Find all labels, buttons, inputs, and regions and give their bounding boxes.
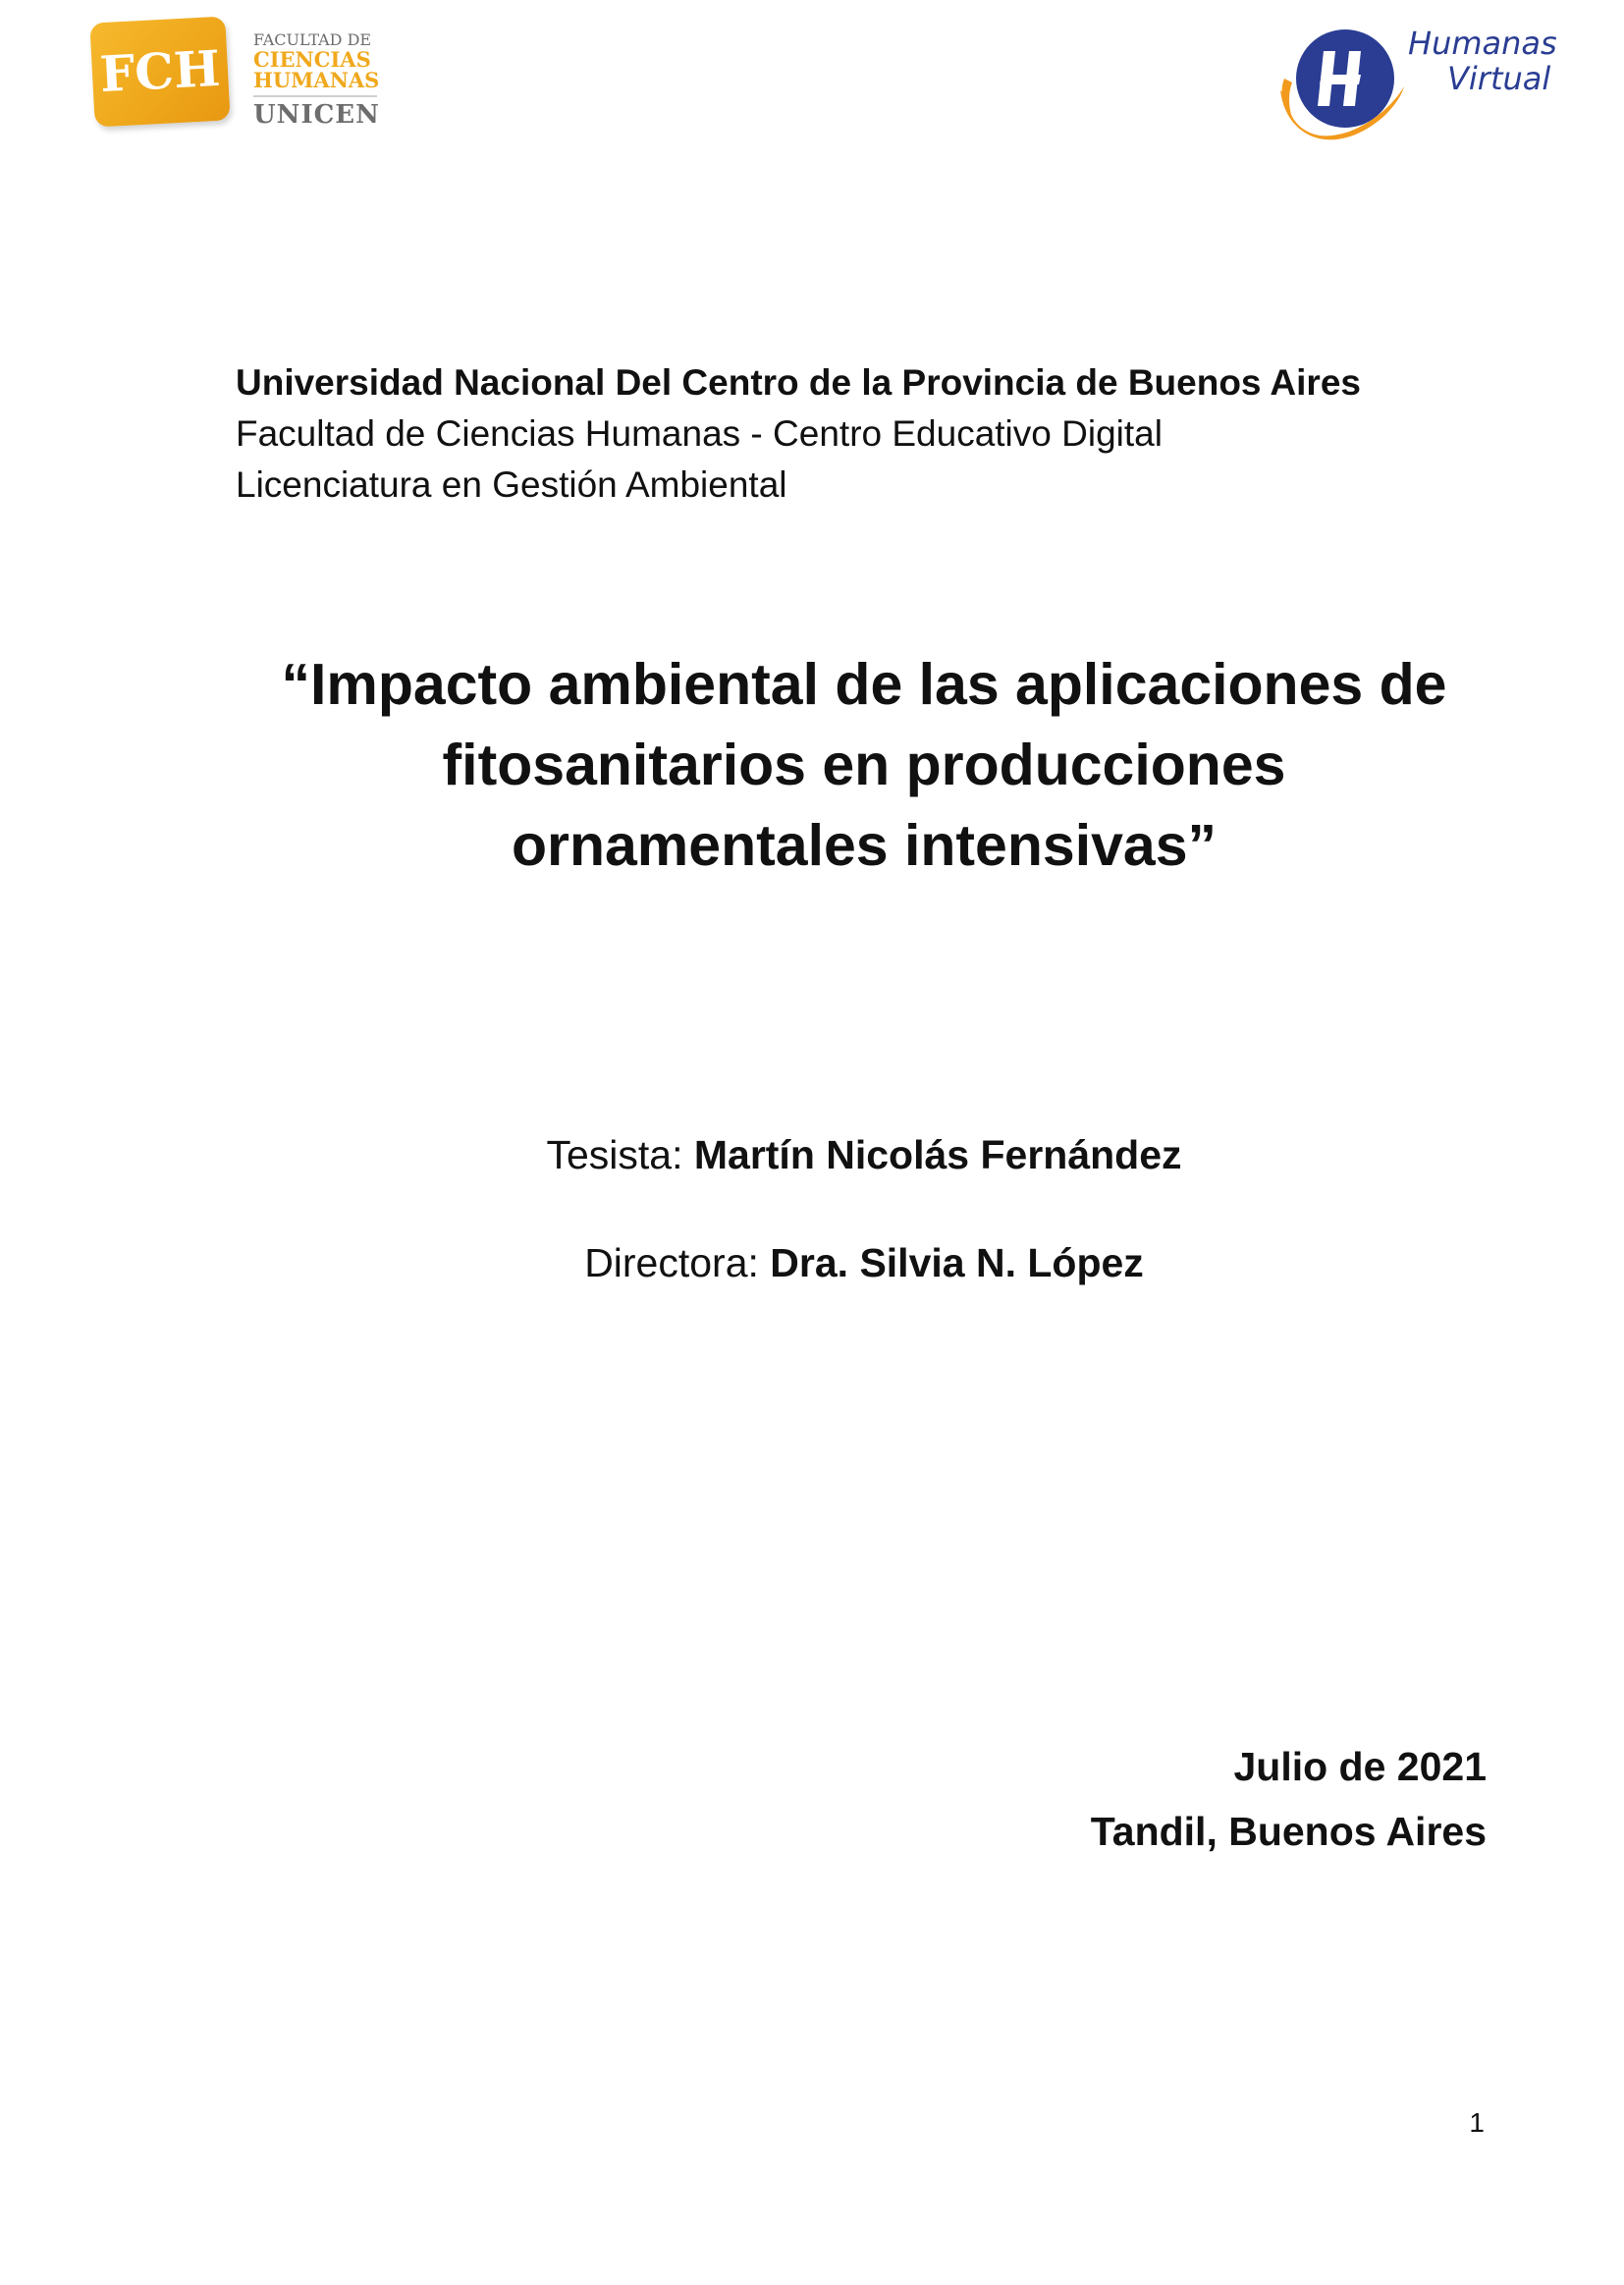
institution-block — [236, 357, 1512, 511]
title-line-3: ornamentales intensivas” — [511, 813, 1218, 878]
title-line-1: “Impacto ambiental de las aplicaciones de — [281, 652, 1447, 717]
fch-badge-text: FCH — [98, 38, 222, 104]
degree-name: Licenciatura en Gestión Ambiental — [236, 464, 787, 505]
humanas-virtual-emblem-icon — [1276, 22, 1404, 159]
directora-row — [177, 1235, 1551, 1290]
fch-badge — [89, 16, 230, 127]
fch-line-ciencias: CIENCIAS — [253, 47, 371, 72]
university-name: Universidad Nacional Del Centro de la Provincia de Buenos Aires — [236, 362, 1361, 403]
tesista-row — [177, 1127, 1551, 1182]
fch-line-humanas: HUMANAS — [253, 68, 380, 92]
tesista-label: Tesista: — [546, 1132, 694, 1177]
thesis-title — [177, 644, 1551, 886]
fch-line-unicen: UNICEN — [253, 100, 380, 130]
hv-line-virtual: Virtual — [1447, 60, 1551, 97]
tesista-name: Martín Nicolás Fernández — [693, 1132, 1182, 1177]
page-number: 1 — [1469, 2107, 1485, 2138]
hv-line-humanas: Humanas — [1408, 25, 1557, 62]
humanas-virtual-wordmark — [1404, 26, 1571, 96]
humanas-virtual-logo — [1276, 22, 1571, 159]
fch-wordmark — [253, 31, 391, 129]
directora-name: Dra. Silvia N. López — [770, 1240, 1144, 1285]
date-place-block — [799, 1734, 1487, 1864]
place: Tandil, Buenos Aires — [1090, 1809, 1487, 1854]
fch-unicen-logo — [92, 18, 387, 134]
title-line-2: fitosanitarios en producciones — [442, 733, 1286, 797]
date: Julio de 2021 — [1233, 1744, 1487, 1789]
fch-divider — [253, 95, 377, 97]
directora-label: Directora: — [584, 1240, 771, 1285]
faculty-name: Facultad de Ciencias Humanas - Centro Educativo Digital — [236, 413, 1163, 454]
people-block — [177, 1127, 1551, 1290]
fch-line-facultad: FACULTAD DE — [253, 30, 372, 49]
